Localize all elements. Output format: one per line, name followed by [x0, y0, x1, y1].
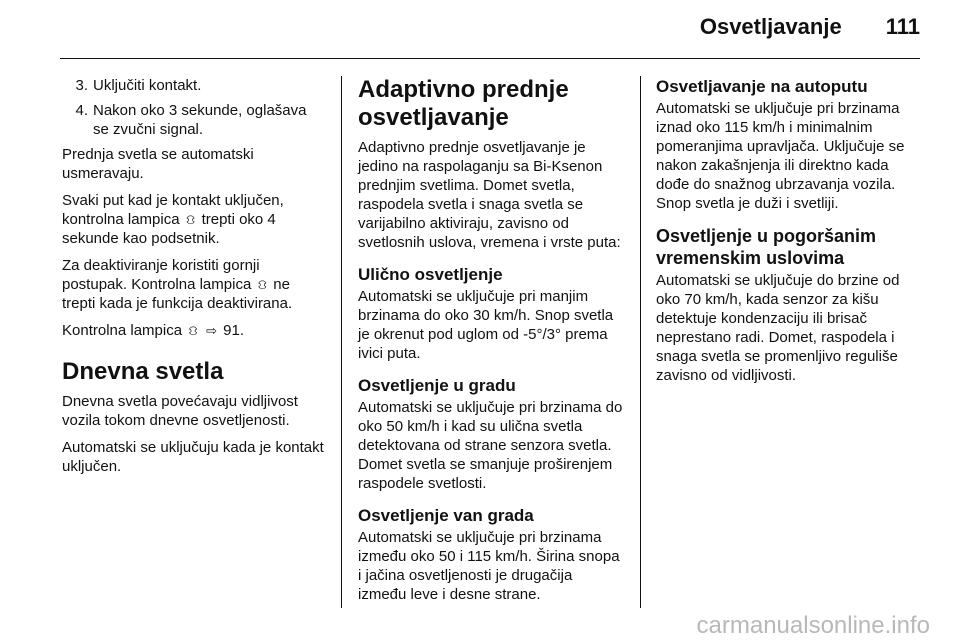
column-2: [358, 76, 624, 612]
heading-ulicno-osvetljenje: Ulično osvetljenje: [358, 265, 503, 284]
paragraph: Prednja svetla se automatski usmeravaju.: [62, 146, 254, 182]
paragraph-text: Kontrolna lampica: [62, 322, 183, 339]
column-divider-2: [640, 76, 641, 608]
paragraph: Dnevna svetla povećavaju vidljivost vozila tokom dnevne osvetljenosti.: [62, 393, 298, 429]
heading-adaptivno-osvetljavanje: Adaptivno prednje osvetljavanje: [358, 76, 569, 131]
paragraph: Automatski se uključuje pri brzinama iznad oko 115 km/h i minimalnim pomeranjima upravljača. Uključuje se nakon zakašnjenja ili direktno kada dođe do snažnog ubrzavanja vozila. Snop svetla je duži i svetliji.: [656, 100, 905, 212]
paragraph: Automatski se uključuje pri brzinama do oko 50 km/h i kad su ulična svetla detektovana od strane senzora svetla. Domet svetla se smanjuje proširenjem raspodele svetlosti.: [358, 399, 623, 492]
warning-lamp-icon: ⛻: [185, 212, 196, 227]
heading-osvetljenje-van-grada: Osvetljenje van grada: [358, 506, 534, 525]
paragraph: [62, 256, 324, 313]
paragraph: Automatski se uključuje pri brzinama između oko 50 i 115 km/h. Širina snopa i jačina osvetljenosti je drugačija između leve i desne strane.: [358, 529, 620, 603]
step-text: Nakon oko 3 sekunde, oglašava se zvučni signal.: [93, 102, 307, 138]
watermark: carmanualsonline.info: [696, 612, 930, 639]
step-text: Uključiti kontakt.: [93, 77, 202, 94]
step-list: [62, 76, 324, 139]
step-number: 3.: [75, 77, 88, 94]
column-divider-1: [341, 76, 342, 608]
warning-lamp-icon: ⛻: [257, 277, 268, 292]
paragraph: Adaptivno prednje osvetljavanje je jedino na raspolaganju sa Bi-Ksenon prednjim svetlima. Domet svetla, raspodela svetla i snaga svetla se varijabilno aktiviraju, zavisno od svetlosnih uslova, vremena i vrste puta:: [358, 139, 621, 251]
paragraph: [62, 191, 324, 248]
page-ref-arrow-icon: ⇨: [206, 323, 217, 338]
heading-osvetljavanje-na-autoputu: Osvetljavanje na autoputu: [656, 77, 868, 96]
heading-dnevna-svetla: Dnevna svetla: [62, 358, 224, 385]
step-number: 4.: [75, 102, 88, 119]
page-header: [700, 14, 920, 40]
paragraph: Automatski se uključuju kada je kontakt uključen.: [62, 439, 324, 475]
paragraph: Automatski se uključuje do brzine od oko 70 km/h, kada senzor za kišu detektuje kondenzaciju ili brisač neprestano radi. Domet, raspodela i snaga svetla se promenljivo reguliše zavisno od vidljivosti.: [656, 272, 900, 384]
column-3: [656, 76, 926, 393]
paragraph-text: ne trepti kada je funkcija deaktivirana.: [62, 276, 293, 312]
step-item: [62, 101, 324, 139]
page-number: 111: [885, 14, 920, 39]
step-item: [62, 76, 324, 95]
heading-pogorsani-uslovi: Osvetljenje u pogoršanim vremenskim uslovima: [656, 226, 877, 268]
warning-lamp-icon: ⛻: [188, 323, 198, 338]
page-ref-link[interactable]: 91.: [223, 322, 245, 339]
paragraph: [62, 321, 324, 340]
heading-osvetljenje-u-gradu: Osvetljenje u gradu: [358, 376, 516, 395]
paragraph-text: Svaki put kad je kontakt uključen, kontrolna lampica: [62, 192, 284, 228]
header-rule: [60, 58, 920, 59]
column-1: [62, 76, 324, 484]
paragraph: Automatski se uključuje pri manjim brzinama do oko 30 km/h. Snop svetla je okrenut pod uglom od -5°/3° prema ivici puta.: [358, 288, 614, 362]
paragraph-text: trepti oko 4 sekunde kao podsetnik.: [62, 211, 276, 247]
paragraph-text: Za deaktiviranje koristiti gornji postupak. Kontrolna lampica: [62, 257, 260, 293]
section-title: Osvetljavanje: [699, 14, 842, 39]
